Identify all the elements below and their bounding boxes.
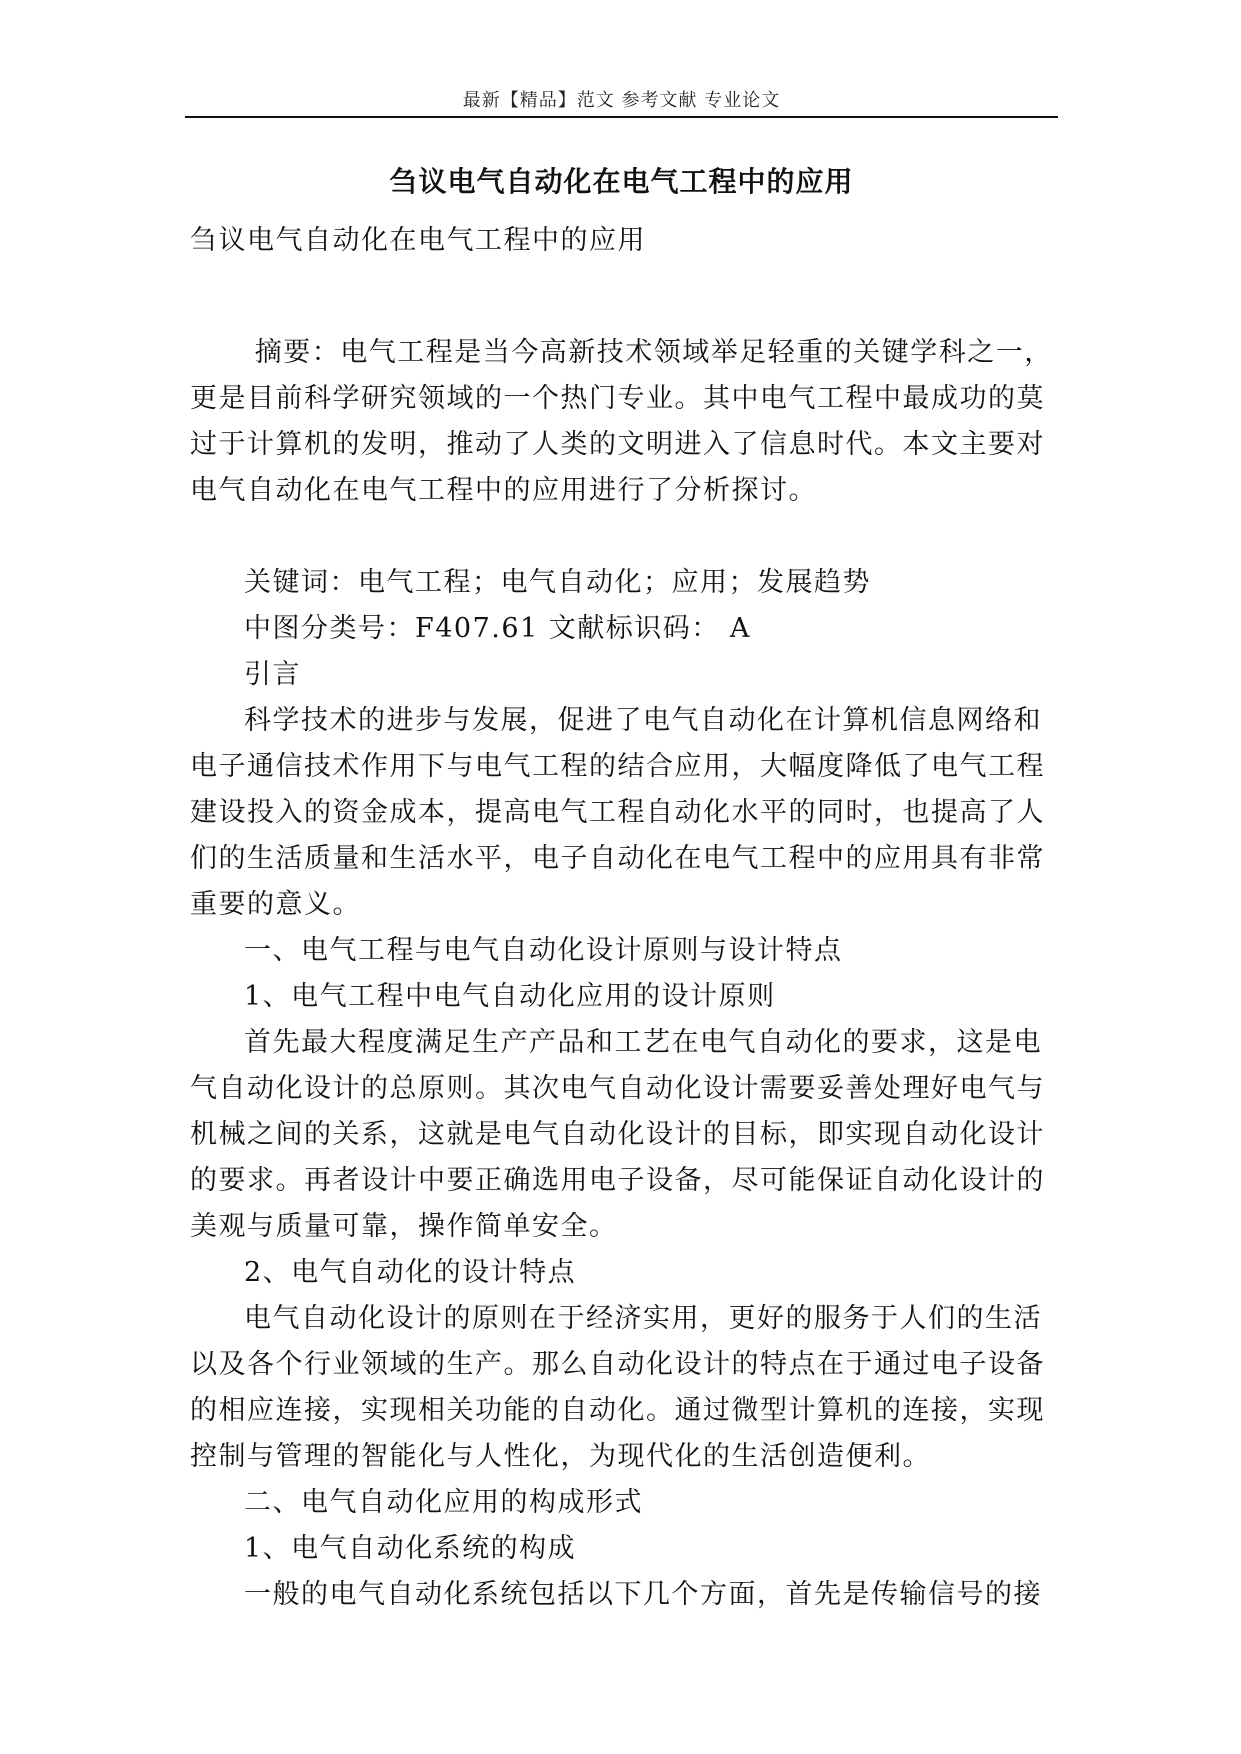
section-1-2-paragraph: 电气自动化设计的原则在于经济实用，更好的服务于人们的生活以及各个行业领域的生产。那么自动化设计的特点在于通过电子设备的相应连接，实现相关功能的自动化。通过微型计算机的连接，实现控制与管理的智能化与人性化，为现代化的生活创造便利。 <box>190 1303 1045 1472</box>
section-2-1-heading: 1、电气自动化系统的构成 <box>244 1533 577 1564</box>
spacer <box>190 514 1060 560</box>
page-header: 最新【精品】范文 参考文献 专业论文 <box>462 90 781 111</box>
classification-line: 中图分类号：F407.61 文献标识码： A <box>244 613 751 644</box>
section-1-2-heading: 2、电气自动化的设计特点 <box>244 1257 577 1288</box>
section-2-1-paragraph: 一般的电气自动化系统包括以下几个方面，首先是传输信号的接 <box>244 1579 1042 1610</box>
section-1-1-heading: 1、电气工程中电气自动化应用的设计原则 <box>244 981 776 1012</box>
section-1-1-paragraph: 首先最大程度满足生产产品和工艺在电气自动化的要求，这是电气自动化设计的总原则。其次电气自动化设计需要妥善处理好电气与机械之间的关系，这就是电气自动化设计的目标，即实现自动化设计的要求。再者设计中要正确选用电子设备，尽可能保证自动化设计的美观与质量可靠，操作简单安全。 <box>190 1027 1045 1242</box>
intro-heading: 引言 <box>244 659 301 690</box>
spacer <box>190 264 1060 310</box>
abstract-paragraph: 摘要：电气工程是当今高新技术领域举足轻重的关键学科之一，更是目前科学研究领域的一个热门专业。其中电气工程中最成功的莫过于计算机的发明，推动了人类的文明进入了信息时代。本文主要对电气自动化在电气工程中的应用进行了分析探讨。 <box>190 337 1053 506</box>
document-subtitle: 刍议电气自动化在电气工程中的应用 <box>190 225 646 256</box>
document-body <box>190 218 1060 1618</box>
section-2-heading: 二、电气自动化应用的构成形式 <box>244 1487 643 1518</box>
header-divider <box>185 116 1058 118</box>
intro-paragraph: 科学技术的进步与发展，促进了电气自动化在计算机信息网络和电子通信技术作用下与电气工程的结合应用，大幅度降低了电气工程建设投入的资金成本，提高电气工程自动化水平的同时，也提高了人们的生活质量和生活水平，电子自动化在电气工程中的应用具有非常重要的意义。 <box>190 705 1045 920</box>
keywords-line: 关键词：电气工程；电气自动化；应用；发展趋势 <box>244 567 871 598</box>
section-1-heading: 一、电气工程与电气自动化设计原则与设计特点 <box>244 935 843 966</box>
document-title: 刍议电气自动化在电气工程中的应用 <box>389 165 854 198</box>
